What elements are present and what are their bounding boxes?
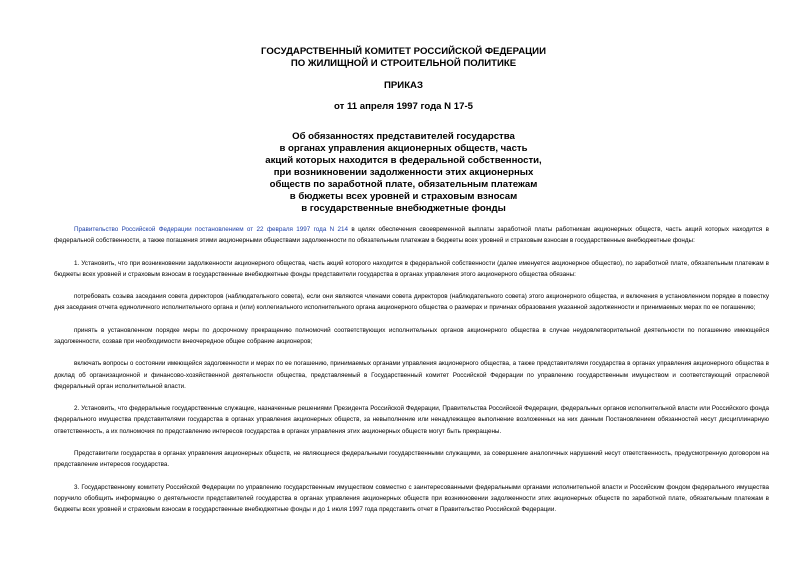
intro-paragraph: [54, 224, 769, 246]
paragraph-3: 3. Государственному комитету Российской Федерации по управлению государственным имуществом совместно с заинтересованными федеральными органами исполнительной власти и Российским фондом федерального имущества поручило обобщить информацию о деятельности представителей государства в органах управления акционерных обществ при возникновении задолженности этих акционерных обществ по заработной плате, обязательным платежам в бюджеты всех уровней и страховым взносам в государственные внебюджетные фонды и до 1 июля 1997 года представить отчет в Правительство Российской Федерации.: [54, 483, 769, 513]
org-line-1: ГОСУДАРСТВЕННЫЙ КОМИТЕТ РОССИЙСКОЙ ФЕДЕРАЦИИ: [261, 46, 546, 57]
title-line-6: в бюджеты всех уровней и страховым взносам: [289, 191, 518, 202]
paragraph-2-note: Представители государства в органах управления акционерных обществ, не являющиеся федеральными государственными служащими, за совершение аналогичных нарушений несут ответственность, предусмотренную договором на представление интересов государства.: [54, 449, 769, 469]
title-line-4: при возникновении задолженности этих акционерных: [273, 167, 534, 178]
paragraph-1: 1. Установить, что при возникновении задолженности акционерного общества, часть акций которого находится в федеральной собственности (далее именуется акционерное общество), по заработной плате, обязательным платежам в бюджеты всех уровней и страховым взносам в государственные внебюджетные фонды представители государства в органах управления этого акционерного общества обязаны:: [54, 259, 769, 278]
government-decree-link[interactable]: Правительство Российской Федерации постановлением от 22 февраля 1997 года N 214: [74, 226, 349, 233]
title-line-3: акций которых находится в федеральной собственности,: [265, 155, 542, 166]
document-date: от 11 апреля 1997 года N 17-5: [334, 101, 473, 112]
paragraph-1-item-2: принять в установленном порядке меры по досрочному прекращению полномочий соответствующих исполнительных органов акционерного общества в случае неудовлетворительной деятельности по погашению имеющейся задолженности, созвав при необходимости внеочередное общее собрание акционеров;: [54, 326, 769, 345]
issuing-organization: [0, 46, 807, 70]
intro-text: в целях обеспечения своевременной выплаты заработной платы работникам акционерных обществ, часть акций которых находится в федеральной собственности, а также погашения этими акционерными обществами задолженности по обязательным платежам в бюджеты всех уровней и страховым взносам в государственные внебюджетные фонды:: [54, 226, 769, 245]
document-title: [0, 131, 807, 215]
document-body: [54, 224, 769, 515]
title-line-2: в органах управления акционерных обществ, часть: [279, 143, 528, 154]
document-type: ПРИКАЗ: [384, 80, 423, 91]
paragraph-1-item-1: потребовать созыва заседания совета директоров (наблюдательного совета), если они являются членами совета директоров (наблюдательного совета) этого акционерного общества, и включения в установленном порядке в повестку дня заседания отчета единоличного исполнительного органа и (или) коллегиального исполнительного органа акционерного общества о размерах и причинах образования указанной задолженности и принимаемых мерах по ее погашению;: [54, 293, 769, 312]
title-line-7: в государственные внебюджетные фонды: [301, 203, 506, 214]
title-line-1: Об обязанностях представителей государства: [292, 131, 515, 142]
title-line-5: обществ по заработной плате, обязательным платежам: [269, 179, 538, 190]
paragraph-1-item-3: включать вопросы о состоянии имеющейся задолженности и мерах по ее погашению, принимаемых органами управления акционерного общества, а также представителями государства в органах управления акционерного общества в доклад об организационной и финансово-хозяйственной деятельности общества, представляемый в Государственный комитет Российской Федерации по управлению государственным имуществом и соответствующий отраслевой федеральный орган исполнительной власти.: [54, 360, 769, 390]
paragraph-2: 2. Установить, что федеральные государственные служащие, назначенные решениями Президента Российской Федерации, Правительства Российской Федерации, федеральных органов исполнительной власти или Российского фонда федерального имущества представителями государства в органах управления акционерных обществ, за невыполнение или ненадлежащее выполнение возложенных на них данным Постановлением обязанностей несут дисциплинарную ответственность, а их полномочия по представлению интересов государства в органах управления этих акционерных обществ могут быть прекращены.: [54, 405, 769, 435]
org-line-2: ПО ЖИЛИЩНОЙ И СТРОИТЕЛЬНОЙ ПОЛИТИКЕ: [290, 58, 517, 69]
